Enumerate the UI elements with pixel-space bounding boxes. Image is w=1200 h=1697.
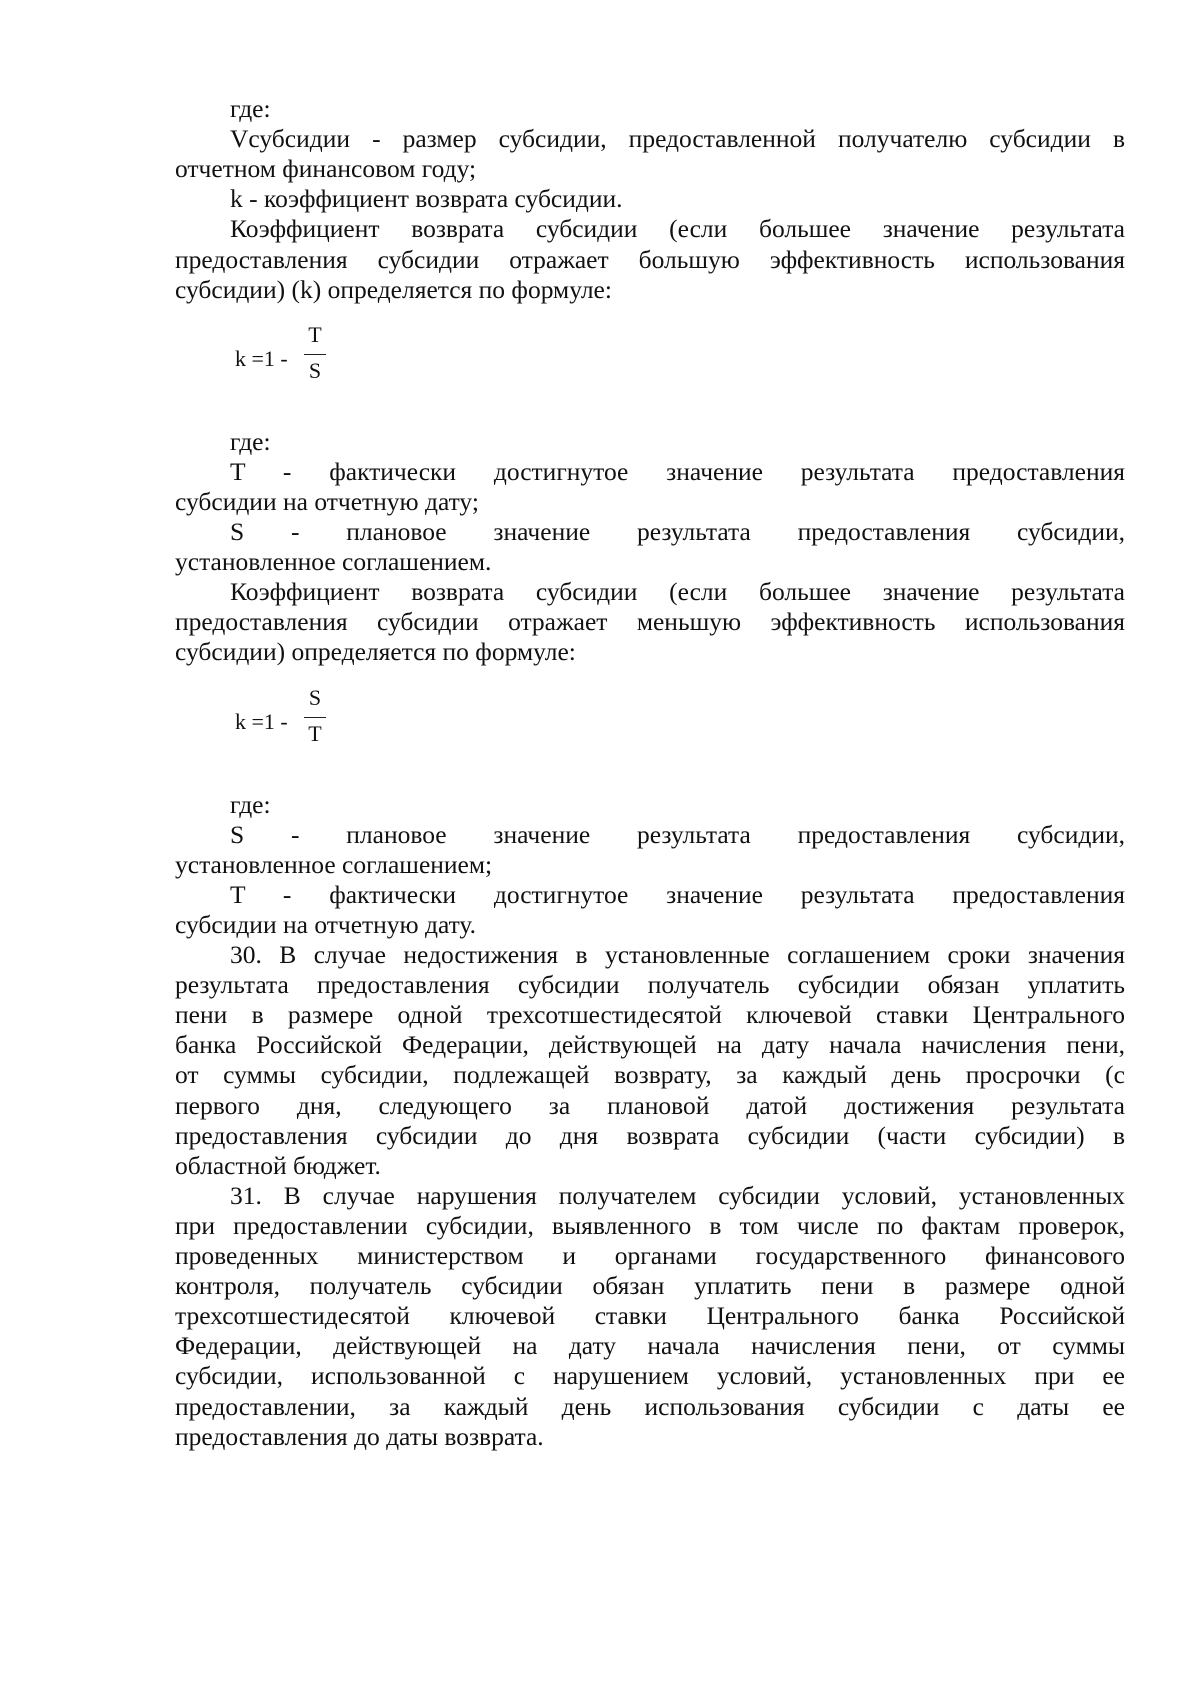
text-line: Коэффициент возврата субсидии (если большее значение результата xyxy=(230,214,1125,244)
formula-lhs: k =1 - xyxy=(235,708,288,734)
text-line: Vсубсидии - размер субсидии, предоставленной получателю субсидии в xyxy=(230,124,1125,154)
text-line: установленное соглашением; xyxy=(175,849,493,879)
text-line: субсидии) определяется по формуле: xyxy=(175,637,576,667)
text-line: отчетном финансовом году; xyxy=(175,154,477,184)
text-line: первого дня, следующего за плановой датой достижения результата xyxy=(175,1090,1125,1120)
text-line: где: xyxy=(230,94,271,123)
text-line: банка Российской Федерации, действующей на дату начала начисления пени, xyxy=(175,1030,1125,1060)
fraction-bar xyxy=(304,717,326,718)
formula-denominator: S xyxy=(308,357,322,383)
text-line: субсидии на отчетную дату. xyxy=(175,909,476,939)
text-line: установленное соглашением. xyxy=(175,547,492,577)
text-line: проведенных министерством и органами государственного финансового xyxy=(175,1241,1125,1270)
text-line: T - фактически достигнутое значение результата предоставления xyxy=(230,879,1125,909)
text-line: пени в размере одной трехсотшестидесятой ключевой ставки Центрального xyxy=(175,1000,1125,1030)
text-line: где: xyxy=(230,426,271,456)
text-line: предоставления до даты возврата. xyxy=(175,1421,544,1451)
text-line: где: xyxy=(230,789,271,819)
text-line: при предоставлении субсидии, выявленного в том числе по фактам проверок, xyxy=(175,1210,1125,1240)
text-line: предоставления субсидии отражает большую эффективность использования xyxy=(175,244,1125,274)
text-line: контроля, получатель субсидии обязан уплатить пени в размере одной xyxy=(175,1271,1125,1301)
text-line: 31. В случае нарушения получателем субсидии условий, установленных xyxy=(230,1180,1125,1210)
text-line: трехсотшестидесятой ключевой ставки Центрального банка Российской xyxy=(175,1301,1125,1331)
text-line: Федерации, действующей на дату начала начисления пени, от суммы xyxy=(175,1331,1125,1361)
text-line: S - плановое значение результата предоставления субсидии, xyxy=(230,517,1125,546)
text-line: Коэффициент возврата субсидии (если большее значение результата xyxy=(230,577,1125,607)
text-line: от суммы субсидии, подлежащей возврату, за каждый день просрочки (с xyxy=(175,1060,1125,1090)
formula-numerator: S xyxy=(308,684,322,710)
text-line: результата предоставления субсидии получатель субсидии обязан уплатить xyxy=(175,970,1125,1000)
formula-lhs: k =1 - xyxy=(235,345,288,371)
text-line: субсидии) (k) определяется по формуле: xyxy=(175,274,612,304)
text-line: S - плановое значение результата предоставления субсидии, xyxy=(230,819,1125,849)
text-line: предоставления субсидии до дня возврата субсидии (части субсидии) в xyxy=(175,1120,1125,1150)
text-line: k - коэффициент возврата субсидии. xyxy=(230,184,623,214)
text-line: областной бюджет. xyxy=(175,1150,381,1180)
text-line: субсидии на отчетную дату; xyxy=(175,486,479,516)
formula-denominator: T xyxy=(308,720,322,746)
formula xyxy=(235,322,335,392)
formula-numerator: T xyxy=(308,321,322,347)
text-line: T - фактически достигнутое значение результата предоставления xyxy=(230,456,1125,486)
text-line: субсидии, использованной с нарушением условий, установленных при ее xyxy=(175,1361,1125,1391)
text-line: предоставлении, за каждый день использования субсидии с даты ее xyxy=(175,1391,1125,1421)
text-line: 30. В случае недостижения в установленные соглашением сроки значения xyxy=(230,940,1125,969)
fraction-bar xyxy=(304,354,326,355)
formula xyxy=(235,685,335,755)
text-line: предоставления субсидии отражает меньшую эффективность использования xyxy=(175,607,1125,637)
